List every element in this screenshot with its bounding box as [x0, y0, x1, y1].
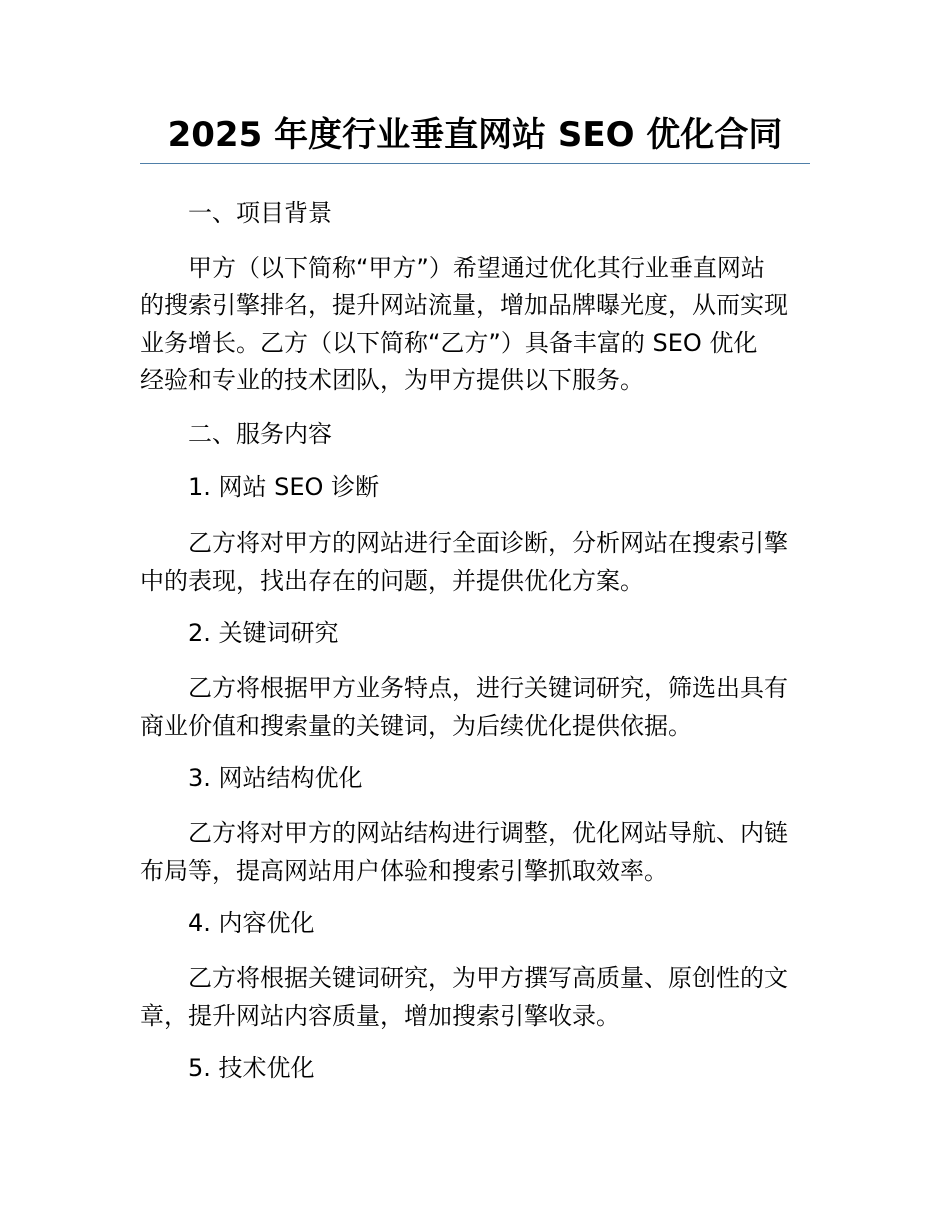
paragraph-line: 中的表现，找出存在的问题，并提供优化方案。 — [140, 567, 644, 595]
document-title: 2025 年度行业垂直网站 SEO 优化合同 — [167, 115, 783, 155]
item-heading-seo-diagnosis: 1. 网站 SEO 诊断 — [188, 473, 380, 501]
paragraph-line: 乙方将根据关键词研究，为甲方撰写高质量、原创性的文 — [188, 964, 788, 992]
paragraph-line: 的搜索引擎排名，提升网站流量，增加品牌曝光度，从而实现 — [140, 291, 788, 319]
paragraph-line: 章，提升网站内容质量，增加搜索引擎收录。 — [140, 1002, 620, 1030]
paragraph-line: 甲方（以下简称“甲方”）希望通过优化其行业垂直网站 — [188, 254, 765, 282]
item-heading-keyword-research: 2. 关键词研究 — [188, 619, 339, 647]
paragraph-line: 商业价值和搜索量的关键词，为后续优化提供依据。 — [140, 712, 692, 740]
item-heading-structure-optimization: 3. 网站结构优化 — [188, 764, 363, 792]
paragraph-line: 业务增长。乙方（以下简称“乙方”）具备丰富的 SEO 优化 — [140, 329, 758, 357]
section-heading-services: 二、服务内容 — [188, 420, 332, 448]
section-heading-background: 一、项目背景 — [188, 199, 332, 227]
paragraph-line: 乙方将对甲方的网站结构进行调整，优化网站导航、内链 — [188, 819, 788, 847]
paragraph-line: 经验和专业的技术团队，为甲方提供以下服务。 — [140, 366, 644, 394]
paragraph-line: 乙方将对甲方的网站进行全面诊断，分析网站在搜索引擎 — [188, 529, 788, 557]
paragraph-line: 乙方将根据甲方业务特点，进行关键词研究，筛选出具有 — [188, 674, 788, 702]
title-divider — [140, 163, 810, 164]
item-heading-technical-optimization: 5. 技术优化 — [188, 1054, 315, 1082]
item-heading-content-optimization: 4. 内容优化 — [188, 909, 315, 937]
paragraph-line: 布局等，提高网站用户体验和搜索引擎抓取效率。 — [140, 857, 668, 885]
